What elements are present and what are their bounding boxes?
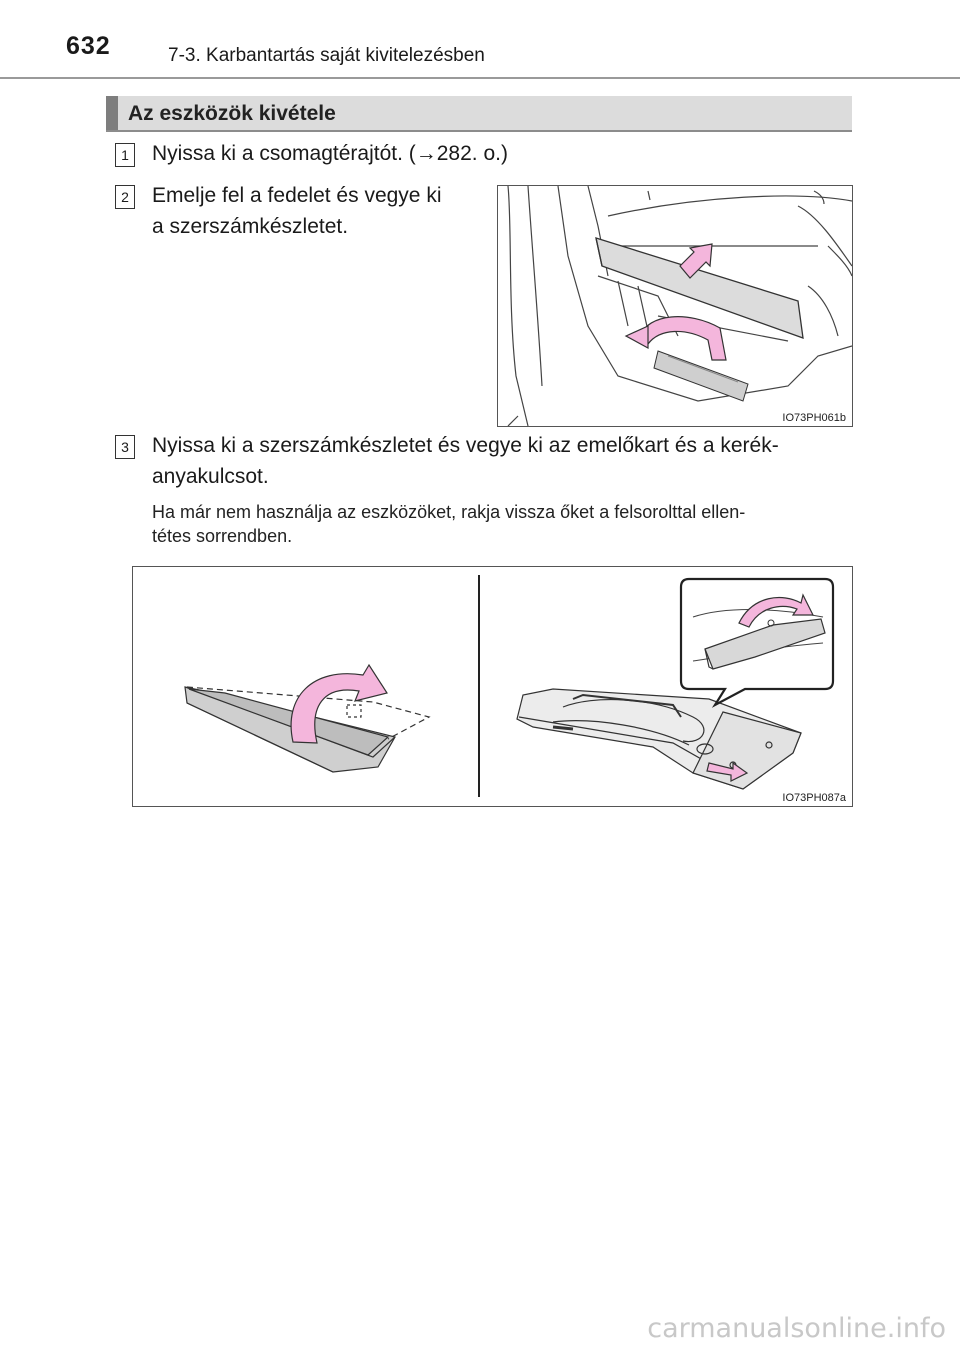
step-2-line-1: Emelje fel a fedelet és vegye ki xyxy=(152,184,442,207)
step-3-line-2: anyakulcsot. xyxy=(152,465,269,488)
tool-kit-drawing xyxy=(133,567,852,806)
section-heading-accent xyxy=(106,96,118,130)
page-header xyxy=(0,0,960,78)
step-2-line-2: a szerszámkészletet. xyxy=(152,215,349,238)
step-number-2: 2 xyxy=(115,185,135,209)
note-line-1: Ha már nem használja az eszközöket, rakja vissza őket a felsorolttal ellen- xyxy=(152,502,746,522)
note-line-2: tétes sorrendben. xyxy=(152,526,293,546)
step-1-text: Nyissa ki a csomagtérajtót. (→282. o.) xyxy=(152,142,508,165)
step-3-line-1: Nyissa ki a szerszámkészletet és vegye ki az emelőkart és a kerék- xyxy=(152,434,779,457)
step-number-1: 1 xyxy=(115,143,135,167)
watermark: carmanualsonline.info xyxy=(647,1313,946,1344)
trunk-lid-illustration xyxy=(497,185,853,427)
page-number: 632 xyxy=(66,32,111,60)
chapter-section-title: 7-3. Karbantartás saját kivitelezésben xyxy=(168,45,485,66)
figure-2-code: IO73PH087a xyxy=(782,792,846,804)
trunk-lid-drawing xyxy=(498,186,852,426)
section-heading: Az eszközök kivétele xyxy=(128,102,336,125)
section-heading-bar xyxy=(106,96,852,132)
tool-kit-illustration xyxy=(132,566,853,807)
header-divider xyxy=(0,77,960,79)
step-number-3: 3 xyxy=(115,435,135,459)
figure-1-code: IO73PH061b xyxy=(782,412,846,424)
note-text xyxy=(152,500,852,548)
